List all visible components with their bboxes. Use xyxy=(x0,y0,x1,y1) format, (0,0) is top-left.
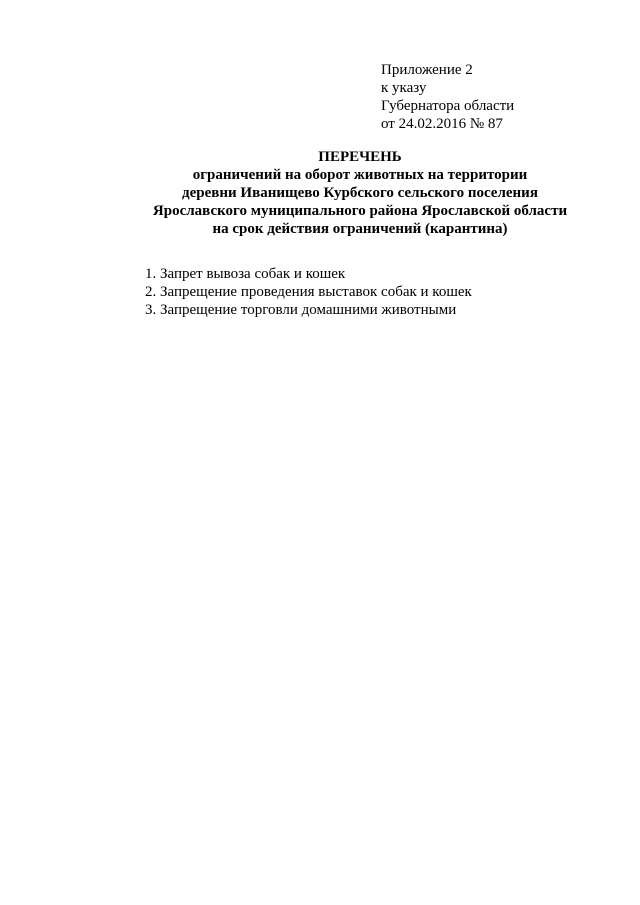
appendix-reference xyxy=(381,61,514,133)
list-item: 1. Запрет вывоза собак и кошек xyxy=(145,266,346,282)
list-item: 2. Запрещение проведения выставок собак и кошек xyxy=(145,284,472,300)
restrictions-list xyxy=(145,265,472,319)
title-line-3: Ярославского муниципального района Ярославской области xyxy=(152,203,568,219)
title-line-1: ограничений на оборот животных на территории xyxy=(192,167,528,183)
appendix-number: Приложение 2 xyxy=(381,62,473,78)
appendix-issuer: Губернатора области xyxy=(381,98,515,114)
title-line-2: деревни Иванищево Курбского сельского поселения xyxy=(182,185,538,201)
appendix-date-number: от 24.02.2016 № 87 xyxy=(381,116,503,132)
appendix-decree-label: к указу xyxy=(381,80,427,96)
title-line-4: на срок действия ограничений (карантина) xyxy=(212,221,508,237)
list-item: 3. Запрещение торговли домашними животными xyxy=(145,302,457,318)
document-title xyxy=(100,148,620,238)
title-heading: ПЕРЕЧЕНЬ xyxy=(318,149,402,165)
